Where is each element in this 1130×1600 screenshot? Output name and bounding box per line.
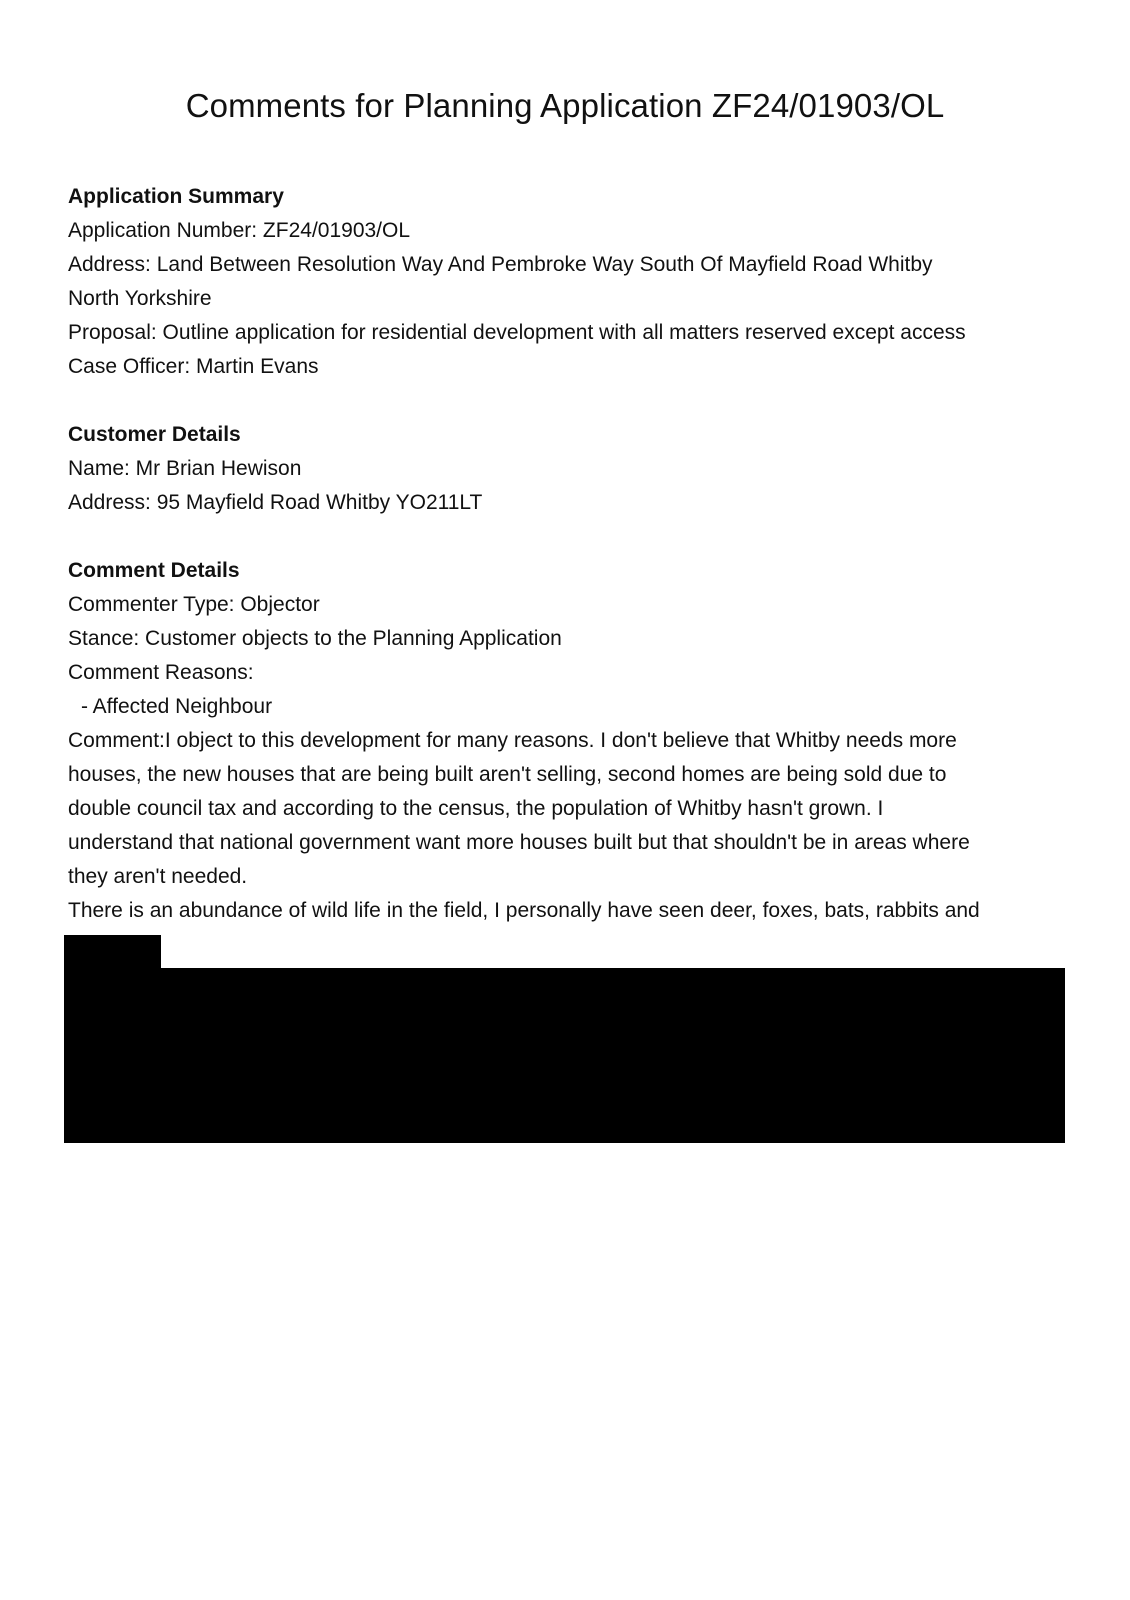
stance: Stance: Customer objects to the Planning Application [68,627,562,650]
document-body [68,180,1068,962]
redaction-block-large [64,968,1065,1143]
application-proposal: Proposal: Outline application for residential development with all matters reserved except access [68,321,966,344]
application-summary-section [68,180,1068,384]
redaction-block-small [64,935,161,969]
case-officer: Case Officer: Martin Evans [68,355,319,378]
application-summary-heading: Application Summary [68,185,284,208]
customer-details-heading: Customer Details [68,423,241,446]
customer-name: Name: Mr Brian Hewison [68,457,302,480]
comment-text-line: houses, the new houses that are being built aren't selling, second homes are being sold due to [68,763,947,786]
customer-details-section [68,418,1068,520]
comment-text-line: double council tax and according to the census, the population of Whitby hasn't grown. I [68,797,884,820]
comment-text-line: There is an abundance of wild life in the field, I personally have seen deer, foxes, bats, rabbits and [68,899,980,922]
customer-address: Address: 95 Mayfield Road Whitby YO211LT [68,491,483,514]
comment-reasons-label: Comment Reasons: [68,661,254,684]
commenter-type: Commenter Type: Objector [68,593,320,616]
application-address-line-1: Address: Land Between Resolution Way And Pembroke Way South Of Mayfield Road Whitby [68,253,933,276]
comment-text-line: understand that national government want more houses built but that shouldn't be in areas where [68,831,970,854]
application-number: Application Number: ZF24/01903/OL [68,219,411,242]
comment-details-heading: Comment Details [68,559,240,582]
application-address-line-2: North Yorkshire [68,287,212,310]
comment-reason-item: - Affected Neighbour [81,695,273,718]
comment-text-line: Comment:I object to this development for many reasons. I don't believe that Whitby needs more [68,729,957,752]
comment-details-section [68,554,1068,928]
comment-text-line: they aren't needed. [68,865,248,888]
page-title: Comments for Planning Application ZF24/01903/OL [185,87,945,124]
